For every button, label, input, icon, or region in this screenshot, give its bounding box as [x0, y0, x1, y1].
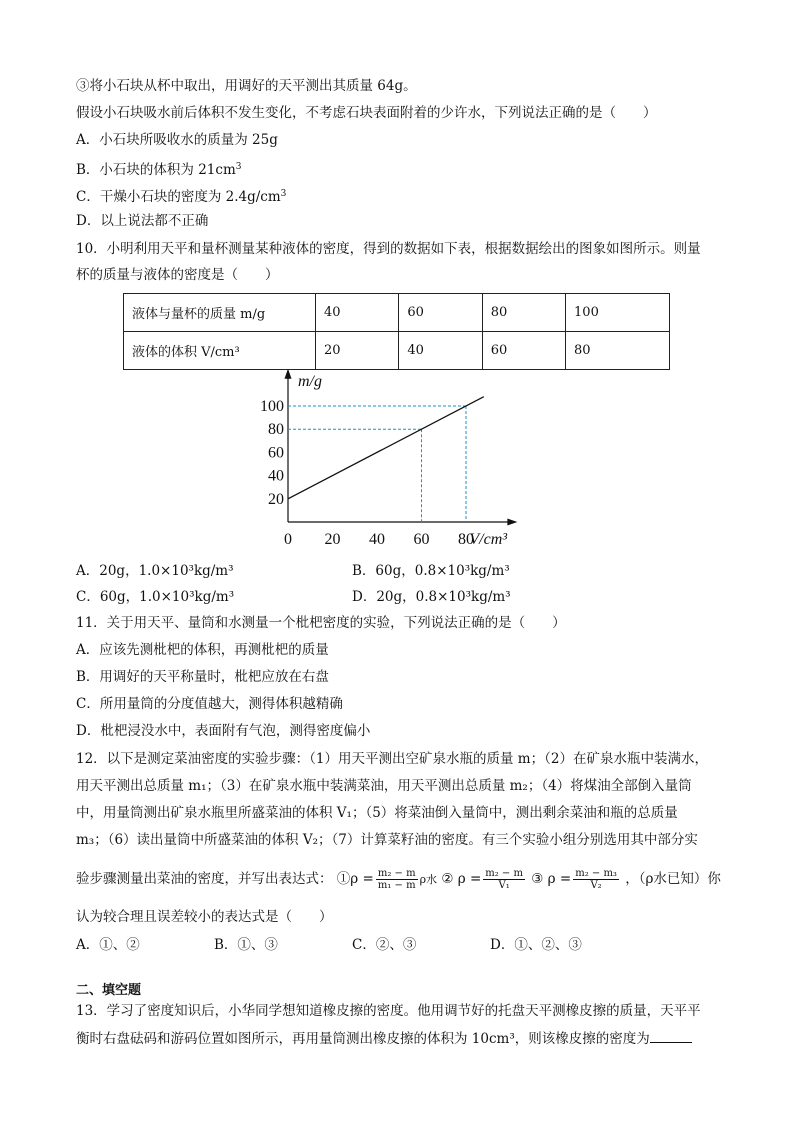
- table-row: [124, 294, 670, 332]
- x-axis-arrow: [507, 519, 517, 526]
- q9-option-c-text: C．干燥小石块的密度为 2.4g/cm: [76, 189, 281, 205]
- formula-1-rho-water: ρ水: [419, 873, 438, 886]
- table-row: [124, 332, 670, 370]
- y-tick-label: 40: [268, 467, 284, 485]
- y-tick-label: 100: [260, 398, 284, 415]
- y-axis-arrow: [285, 369, 292, 379]
- table-cell: 40: [399, 332, 482, 370]
- x-tick-label: 0: [284, 531, 292, 548]
- formula-1-numerator: m₂ − m: [377, 868, 416, 879]
- x-axis-label: V/cm³: [469, 531, 508, 548]
- table-cell: 80: [482, 294, 565, 332]
- section-title-fill-in: 二、填空题: [76, 983, 142, 998]
- table-cell: 40: [316, 294, 399, 332]
- q12-line2: 用天平测出总质量 m₁；（3）在矿泉水瓶中装满菜油，用天平测出总质量 m₂；（4）将煤油全部倒入量筒: [76, 778, 692, 794]
- table-cell: 20: [316, 332, 399, 370]
- q12-line1: 12．以下是测定菜油密度的实验步骤：（1）用天平测出空矿泉水瓶的质量 m；（2）在矿泉水瓶中装满水，: [76, 751, 708, 767]
- table-cell: 60: [482, 332, 565, 370]
- q12-line5-text: 验步骤测量出菜油的密度，并写出表达式：: [76, 871, 333, 887]
- q9-option-b[interactable]: [76, 157, 242, 180]
- formula-3: [531, 868, 625, 891]
- sup-3: 3: [235, 162, 242, 172]
- q10-option-d[interactable]: D．20g，0.8×10³kg/m³: [352, 589, 511, 605]
- q12-line3: 中，用量筒测出矿泉水瓶里所盛菜油的体积 V₁；（5）将菜油倒入量筒中，测出剩余菜油和瓶的总质量: [76, 805, 678, 821]
- q10-data-table: [123, 293, 670, 370]
- formula-2-numerator: m₂ − m: [485, 868, 523, 879]
- formula-2-denominator: V₁: [498, 880, 510, 891]
- y-tick-label: 80: [268, 421, 284, 439]
- sup-3: 3: [280, 189, 287, 199]
- q13-line1: 13．学习了密度知识后，小华同学想知道橡皮擦的密度。他用调节好的托盘天平测橡皮擦的质量，天平平: [76, 1003, 701, 1019]
- x-tick-label: 60: [413, 531, 430, 548]
- q12-option-b[interactable]: B．①、③: [214, 937, 278, 953]
- table-cell: 液体与量杯的质量 m/g: [124, 294, 316, 332]
- q12-option-d[interactable]: D．①、②、③: [490, 937, 582, 953]
- table-cell: 80: [566, 332, 670, 370]
- q10-stem-line1: 10．小明利用天平和量杯测量某种液体的密度，得到的数据如下表，根据数据绘出的图象如图所示。则量: [76, 241, 701, 257]
- q11-option-b[interactable]: B．用调好的天平称量时，枇杷应放在右盘: [76, 669, 329, 685]
- formula-3-numerator: m₂ − m₃: [575, 868, 617, 879]
- q9-option-b-text: B．小石块的体积为 21cm: [76, 162, 236, 178]
- formula-1: [336, 868, 442, 891]
- table-cell: 液体的体积 V/cm³: [124, 332, 316, 370]
- q12-option-a[interactable]: A．①、②: [76, 937, 140, 953]
- q9-step3: ③将小石块从杯中取出，用调好的天平测出其质量 64g。: [76, 78, 417, 94]
- y-tick-label: 60: [268, 444, 284, 462]
- formula-3-fraction: [573, 868, 619, 891]
- table-cell: 100: [566, 294, 670, 332]
- formula-3-lhs: ③ ρ =: [531, 871, 572, 887]
- q12-line4: m₃；（6）读出量筒中所盛菜油的体积 V₂；（7）计算菜籽油的密度。有三个实验小组分别选用其中部分实: [76, 832, 698, 848]
- q9-stem: 假设小石块吸水前后体积不发生变化，不考虑石块表面附着的少许水，下列说法正确的是（ ）: [76, 105, 657, 121]
- formula-2-fraction: [483, 868, 525, 891]
- table-cell: 60: [399, 294, 482, 332]
- q13-line2: [76, 1028, 692, 1049]
- formula-2: [441, 868, 531, 891]
- q11-option-c[interactable]: C．所用量筒的分度值越大，测得体积越精确: [76, 696, 343, 712]
- q12-line6: 认为较合理且误差较小的表达式是（ ）: [76, 909, 333, 925]
- formula-1-denominator: m₁ − m: [377, 880, 416, 891]
- q11-option-a[interactable]: A．应该先测枇杷的体积，再测枇杷的质量: [76, 642, 329, 658]
- q12-line5-tail: ，（ρ水已知）你: [625, 871, 721, 887]
- y-axis-label: m/g: [298, 373, 322, 390]
- q11-option-d[interactable]: D．枇杷浸没水中，表面附有气泡，测得密度偏小: [76, 723, 371, 739]
- q11-stem: 11．关于用天平、量筒和水测量一个枇杷密度的实验，下列说法正确的是（ ）: [76, 615, 566, 631]
- q13-line2-text: 衡时右盘砝码和游码位置如图所示，再用量筒测出橡皮擦的体积为 10cm³，则该橡皮擦的密度为: [76, 1031, 650, 1047]
- q10-option-b[interactable]: B．60g，0.8×10³kg/m³: [352, 563, 510, 579]
- q9-option-a[interactable]: A．小石块所吸收水的质量为 25g: [76, 132, 278, 148]
- x-tick-label: 40: [369, 531, 385, 548]
- formula-1-fraction: [376, 868, 418, 891]
- formula-1-lhs: ①ρ =: [336, 871, 374, 887]
- formula-3-denominator: V₂: [590, 880, 602, 891]
- q12-option-c[interactable]: C．②、③: [352, 937, 417, 953]
- x-tick-label: 80: [458, 531, 474, 548]
- answer-blank[interactable]: [650, 1028, 692, 1043]
- x-tick-label: 20: [324, 531, 341, 548]
- q10-option-a[interactable]: A．20g，1.0×10³kg/m³: [76, 563, 234, 579]
- q9-option-c[interactable]: [76, 184, 286, 207]
- q12-line5: [76, 868, 721, 891]
- q10-mass-volume-chart: [250, 368, 550, 553]
- formula-2-lhs: ② ρ =: [441, 871, 482, 887]
- q9-option-d[interactable]: D．以上说法都不正确: [76, 213, 209, 229]
- q10-stem-line2: 杯的质量与液体的密度是（ ）: [76, 267, 279, 283]
- q10-option-c[interactable]: C．60g，1.0×10³kg/m³: [76, 589, 235, 605]
- series-line: [288, 397, 484, 499]
- y-tick-label: 20: [268, 490, 284, 508]
